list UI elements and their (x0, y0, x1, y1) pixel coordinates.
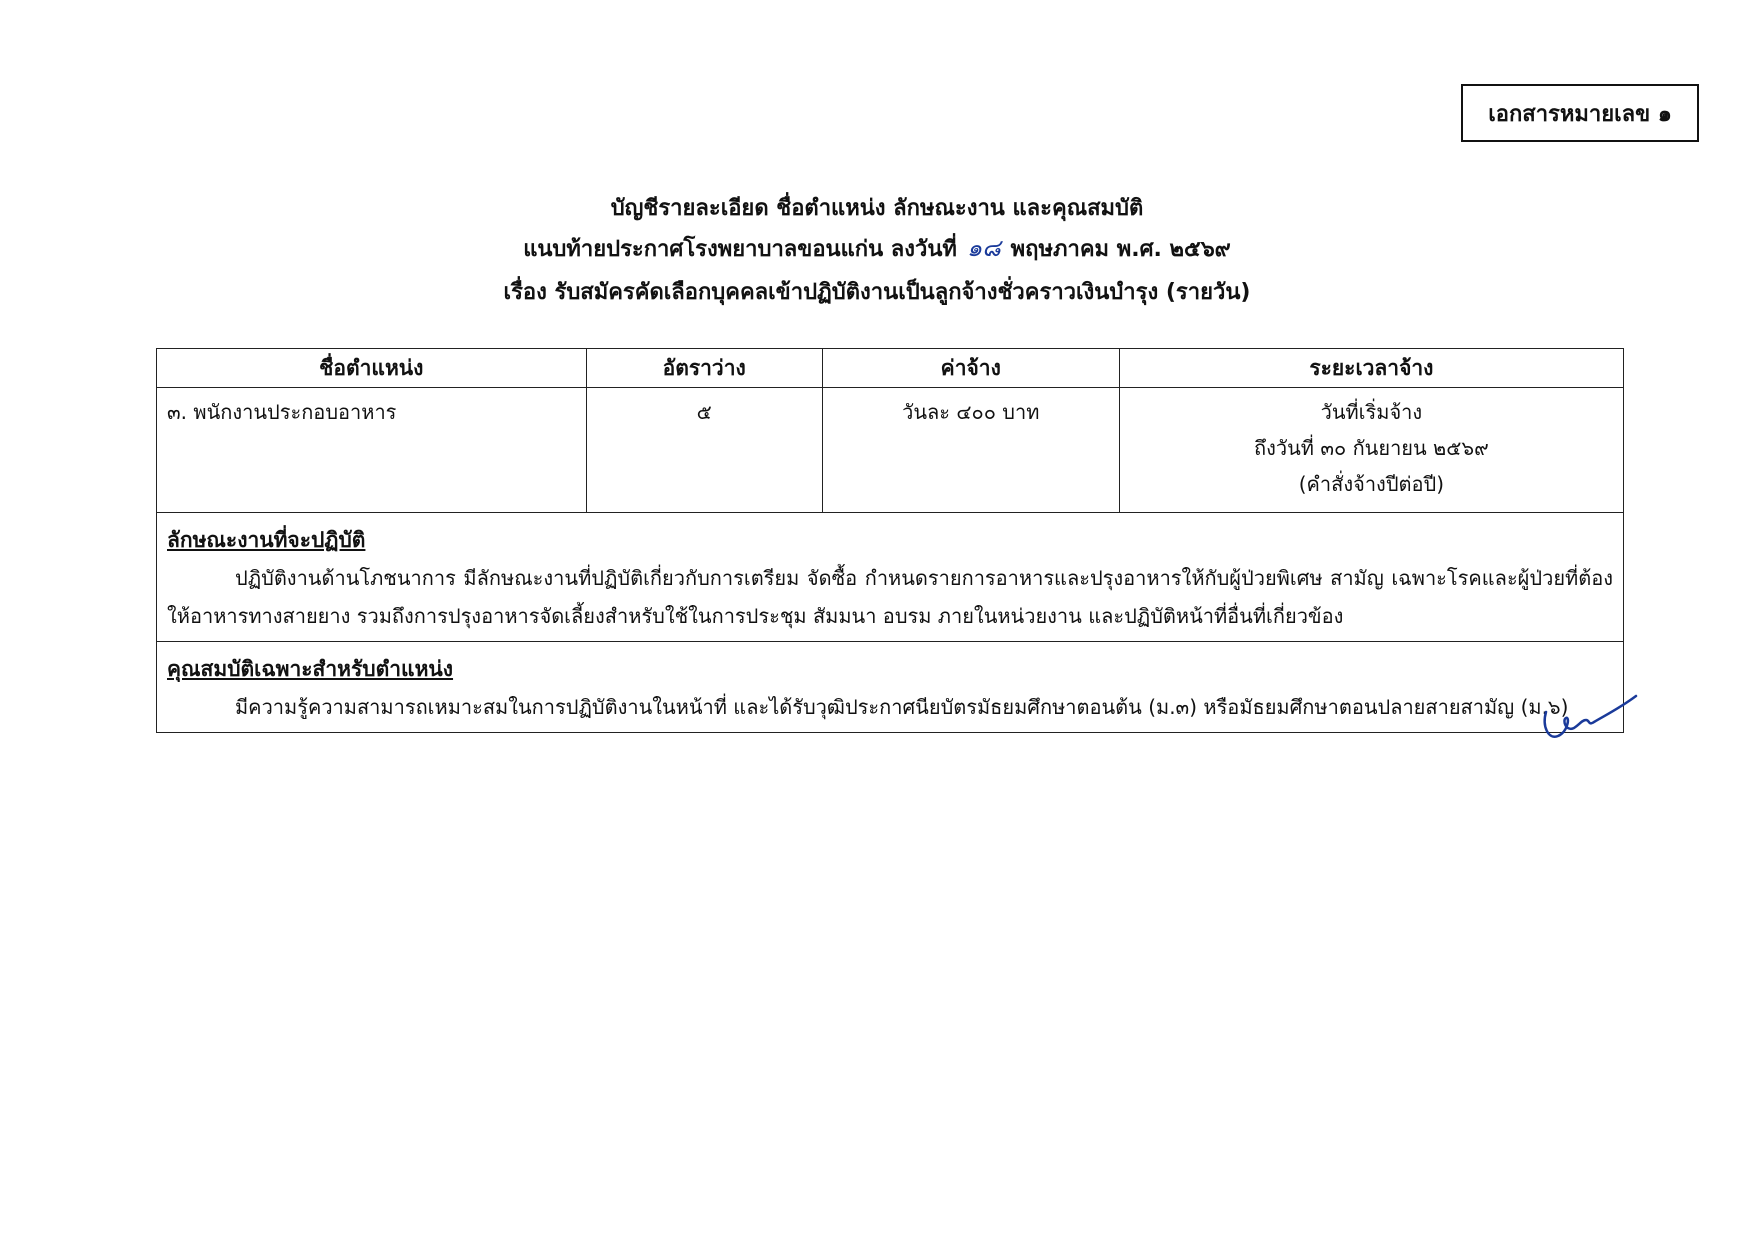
document-number: เอกสารหมายเลข ๑ (1488, 101, 1672, 127)
qualifications-row (157, 642, 1624, 733)
cell-position: ๓. พนักงานประกอบอาหาร (157, 388, 587, 513)
header-position: ชื่อตำแหน่ง (157, 349, 587, 388)
table-header-row (157, 349, 1624, 388)
duties-cell (157, 513, 1624, 642)
cell-period (1119, 388, 1623, 513)
duties-text: ปฏิบัติงานด้านโภชนาการ มีลักษณะงานที่ปฏิบัติเกี่ยวกับการเตรียม จัดซื้อ กำหนดรายการอาหารและปรุงอาหารให้กับผู้ป่วยพิเศษ สามัญ เฉพาะโรคและผู้ป่วยที่ต้องให้อาหารทางสายยาง รวมถึงการปรุงอาหารจัดเลี้ยงสำหรับใช้ในการประชุม สัมมนา อบรม ภายในหน่วยงาน และปฏิบัติหน้าที่อื่นที่เกี่ยวข้อง (167, 566, 1613, 628)
period-start: วันที่เริ่มจ้าง (1320, 400, 1423, 424)
header-vacancies: อัตราว่าง (586, 349, 822, 388)
duties-row (157, 513, 1624, 642)
heading-announcement (0, 228, 1754, 267)
heading-title: บัญชีรายละเอียด ชื่อตำแหน่ง ลักษณะงาน และคุณสมบัติ (610, 196, 1144, 221)
header-wage: ค่าจ้าง (822, 349, 1119, 388)
table-row (157, 388, 1624, 513)
announcement-text: แนบท้ายประกาศโรงพยาบาลขอนแก่น ลงวันที่ (523, 237, 957, 262)
qualifications-title: คุณสมบัติเฉพาะสำหรับตำแหน่ง (167, 657, 454, 681)
cell-wage: วันละ ๔๐๐ บาท (822, 388, 1119, 513)
qualifications-text: มีความรู้ความสามารถเหมาะสมในการปฏิบัติงานในหน้าที่ และได้รับวุฒิประกาศนียบัตรมัธยมศึกษาตอนต้น (ม.๓) หรือมัธยมศึกษาตอนปลายสายสามัญ (ม.๖) (235, 695, 1569, 719)
period-end: ถึงวันที่ ๓๐ กันยายน ๒๕๖๙ (1254, 436, 1489, 460)
announcement-month-year: พฤษภาคม พ.ศ. ๒๕๖๙ (1010, 237, 1231, 262)
qualifications-cell (157, 642, 1624, 733)
duties-title: ลักษณะงานที่จะปฏิบัติ (167, 528, 366, 552)
document-number-box (1461, 84, 1699, 142)
header-period: ระยะเวลาจ้าง (1119, 349, 1623, 388)
signature-mark (1540, 690, 1640, 750)
handwritten-day: ๑๘ (966, 234, 1001, 262)
position-table (156, 348, 1624, 733)
cell-vacancies: ๕ (586, 388, 822, 513)
heading-subject: เรื่อง รับสมัครคัดเลือกบุคคลเข้าปฏิบัติงานเป็นลูกจ้างชั่วคราวเงินบำรุง (รายวัน) (503, 280, 1251, 305)
period-note: (คำสั่งจ้างปีต่อปี) (1298, 472, 1445, 496)
